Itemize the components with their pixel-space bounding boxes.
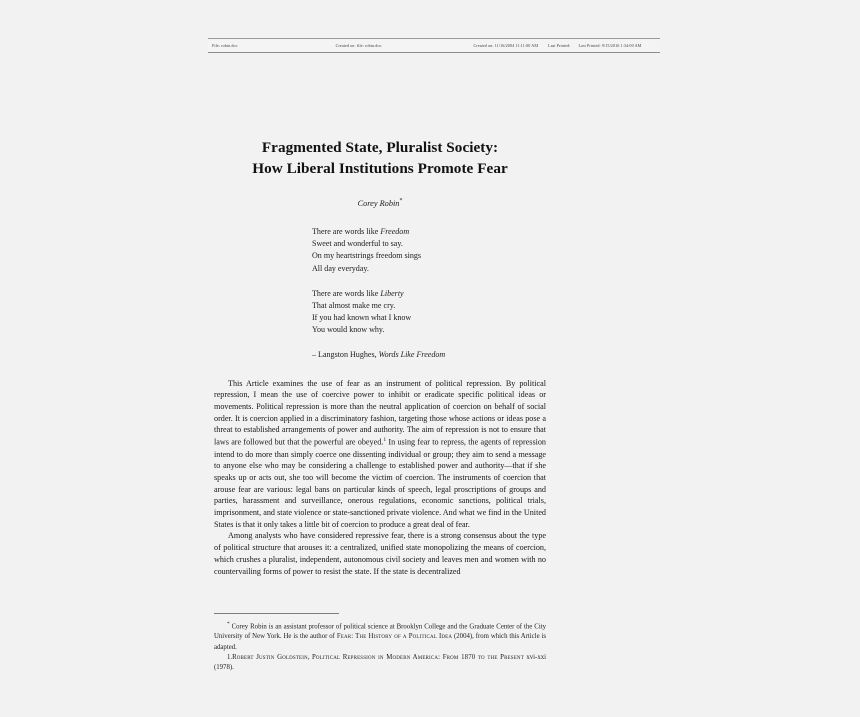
author-name: Corey Robin bbox=[357, 198, 400, 208]
header-last-printed-label: Last Printed: bbox=[548, 43, 571, 48]
body-paragraph-2: Among analysts who have considered repressive fear, there is a strong consensus about the type of political structure that arouses it: a centralized, unified state monopolizing the means of coercion, which crushes a pluralist, independent, autonomous civil society and leaves men and women with no countervailing forms of power to resist the state. If the state is decentralized bbox=[214, 531, 546, 576]
epigraph-stanza-1 bbox=[312, 226, 546, 275]
footnote-1-separator: , bbox=[307, 653, 312, 661]
footnote-separator-rule bbox=[214, 613, 339, 614]
article-title-line-1: Fragmented State, Pluralist Society: bbox=[261, 139, 499, 157]
attribution-author: – Langston Hughes, bbox=[312, 349, 379, 359]
header-last-printed-value: Last Printed: 9/15/2016 1:34:00 AM bbox=[578, 43, 642, 48]
footnote-star-text-part-1: Corey Robin is an assistant professor of political science at Brooklyn College and the Graduate Center of the City University of New York. He is the author of bbox=[214, 623, 546, 641]
header-created-on-label: Created on: 11/16/2004 11:11:00 AM bbox=[473, 43, 539, 48]
footnote-star-marker: * bbox=[227, 621, 230, 627]
attribution-work-title: Words Like Freedom bbox=[378, 349, 446, 359]
footnote-1-title: Political Repression in Modern America: From 1870 to the Present bbox=[312, 653, 524, 661]
body-paragraph-1 bbox=[214, 378, 546, 531]
epigraph-stanza-1-line-3: On my heartstrings freedom sings bbox=[312, 251, 422, 261]
epigraph-s2-l1-text: There are words like bbox=[312, 288, 381, 298]
footnote-1-marker: 1. bbox=[227, 653, 233, 661]
footnote-1-pages: xvi-xxi (1978). bbox=[214, 653, 546, 672]
epigraph-stanza-2 bbox=[312, 288, 546, 337]
body-footnote-ref-1[interactable]: 1 bbox=[383, 437, 387, 444]
footnote-star bbox=[214, 621, 546, 653]
footnote-1 bbox=[214, 653, 546, 673]
footnote-1-author: Robert Justin Goldstein bbox=[232, 653, 308, 661]
document-header-band bbox=[208, 38, 660, 53]
epigraph-stanza-1-line-2: Sweet and wonderful to say. bbox=[312, 239, 403, 249]
epigraph-attribution bbox=[312, 350, 546, 359]
body-paragraph-1-part-1: This Article examines the use of fear as an instrument of political repression. By political repression, I mean the use of coercive power to inhibit or eradicate specific political ideas or movements. Political repression is more than the neutral application of coercion on behalf of social order. It is coercion applied in a discriminatory fashion, targeting those whose actions or ideas pose a threat to established arrangements of power and authority. The aim of repression is not to ensure that laws are followed but that the powerful are obeyed. bbox=[214, 378, 546, 447]
epigraph-stanza-1-line-1 bbox=[312, 226, 546, 238]
epigraph-stanza-2-line-2: That almost make me cry. bbox=[312, 300, 396, 310]
article-body bbox=[214, 378, 546, 578]
article-title bbox=[214, 138, 546, 180]
epigraph-stanza-2-line-1 bbox=[312, 288, 546, 300]
footnote-star-book-title: Fear: The History of a Political Idea bbox=[336, 633, 453, 641]
epigraph-s2-l1-keyword: Liberty bbox=[380, 288, 404, 298]
footnote-area bbox=[214, 621, 546, 673]
body-paragraph-1-part-2: In using fear to repress, the agents of repression intend to do more than simply coerce one dissenting individual or group; they aim to send a message to anyone else who may be considering a challenge to established power and authority—that if she speaks up or acts out, she too will become the victim of coercion. The instruments of coercion that arouse fear are various: legal bans on particular kinds of speech, legal proscriptions of groups and parties, harassment and surveillance, onerous regulations, economic sanctions, political trials, imprisonment, and state violence or state-sanctioned private violence. And what we find in the United States is that it only takes a little bit of coercion to produce a great deal of fear. bbox=[214, 437, 546, 529]
epigraph-poem bbox=[312, 226, 546, 337]
epigraph-stanza-2-line-4: You would know why. bbox=[312, 325, 385, 335]
header-file-label: File: robin.doc bbox=[212, 43, 238, 48]
author-byline bbox=[214, 198, 546, 208]
article-content bbox=[214, 128, 546, 577]
header-created-on-file-label: Created on: file: robin.doc bbox=[335, 43, 382, 48]
epigraph-s1-l1-keyword: Freedom bbox=[380, 226, 410, 236]
epigraph-s1-l1-text: There are words like bbox=[312, 226, 381, 236]
epigraph-stanza-2-line-3: If you had known what I know bbox=[312, 313, 412, 323]
article-title-line-2: How Liberal Institutions Promote Fear bbox=[252, 160, 508, 178]
footnote-star-text-part-2: (2004), from which this Article is adapted. bbox=[214, 633, 547, 651]
author-footnote-marker: * bbox=[399, 198, 403, 205]
epigraph-stanza-1-line-4: All day everyday. bbox=[312, 263, 369, 273]
